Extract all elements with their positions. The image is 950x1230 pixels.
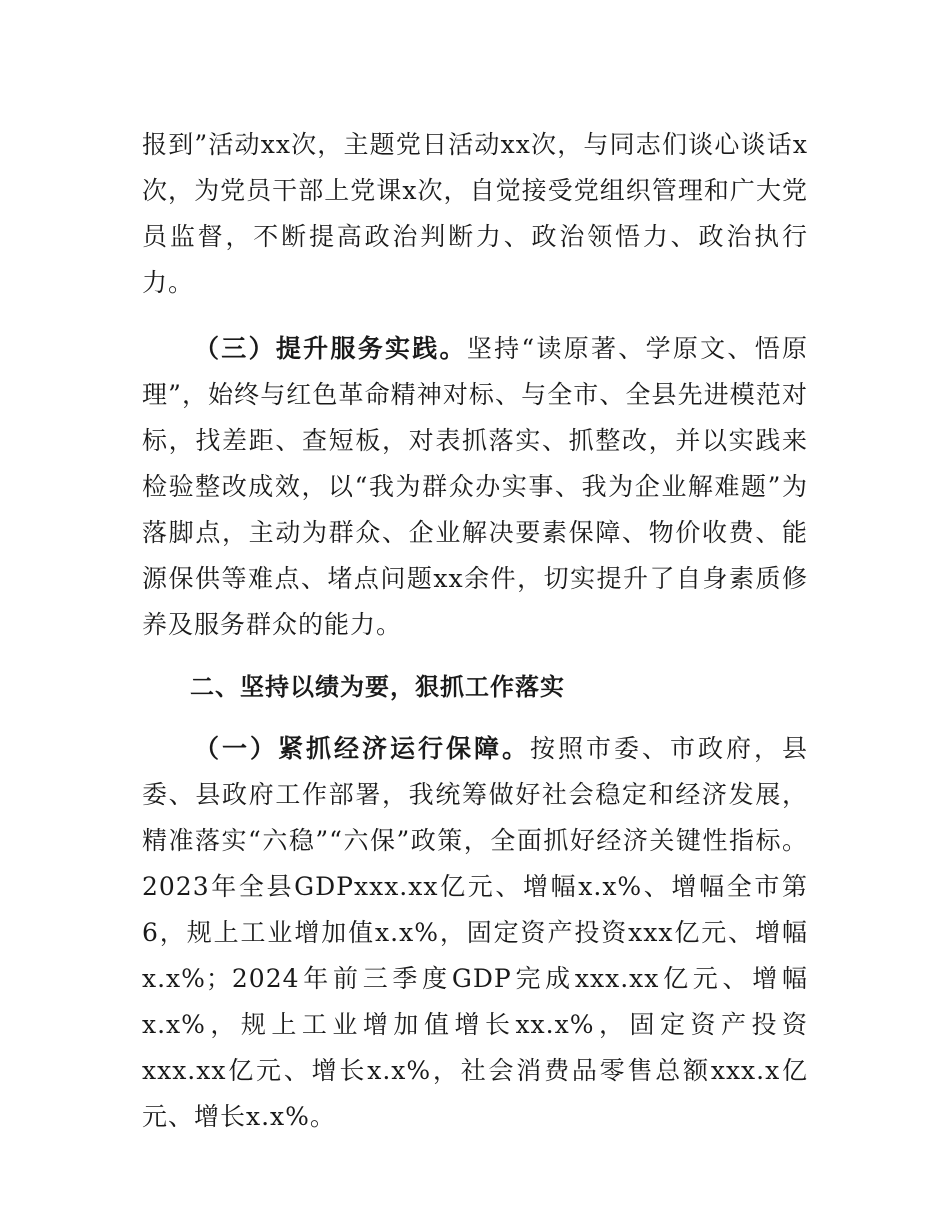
heading-section-2: 二、坚持以绩为要，狠抓工作落实 bbox=[190, 673, 565, 701]
paragraph-section-2-1 bbox=[142, 726, 808, 1140]
paragraph-section-3 bbox=[142, 326, 808, 648]
section-2-1-body: 按照市委、市政府，县委、县政府工作部署，我统筹做好社会稳定和经济发展，精准落实“六稳”“六保”政策，全面抓好经济关键性指标。2023年全县GDPxxx.xx亿元、增幅x.x%、增幅全市第6，规上工业增加值x.x%，固定资产投资xxx亿元、增幅x.x%；2024年前三季度GDP完成xxx.xx亿元、增幅x.x%，规上工业增加值增长xx.x%，固定资产投资xxx.xx亿元、增长x.x%，社会消费品零售总额xxx.x亿元、增长x.x%。 bbox=[142, 734, 808, 1131]
section-3-body: 坚持“读原著、学原文、悟原理”，始终与红色革命精神对标、与全市、全县先进模范对标，找差距、查短板，对表抓落实、抓整改，并以实践来检验整改成效，以“我为群众办实事、我为企业解难题”为落脚点，主动为群众、企业解决要素保障、物价收费、能源保供等难点、堵点问题xx余件，切实提升了自身素质修养及服务群众的能力。 bbox=[142, 334, 808, 639]
paragraph-continued: 报到”活动xx次，主题党日活动xx次，与同志们谈心谈话x次，为党员干部上党课x次，自觉接受党组织管理和广大党员监督，不断提高政治判断力、政治领悟力、政治执行力。 bbox=[142, 130, 808, 297]
section-3-lead: （三）提升服务实践。 bbox=[194, 334, 467, 363]
section-2-1-lead: （一）紧抓经济运行保障。 bbox=[194, 734, 530, 763]
